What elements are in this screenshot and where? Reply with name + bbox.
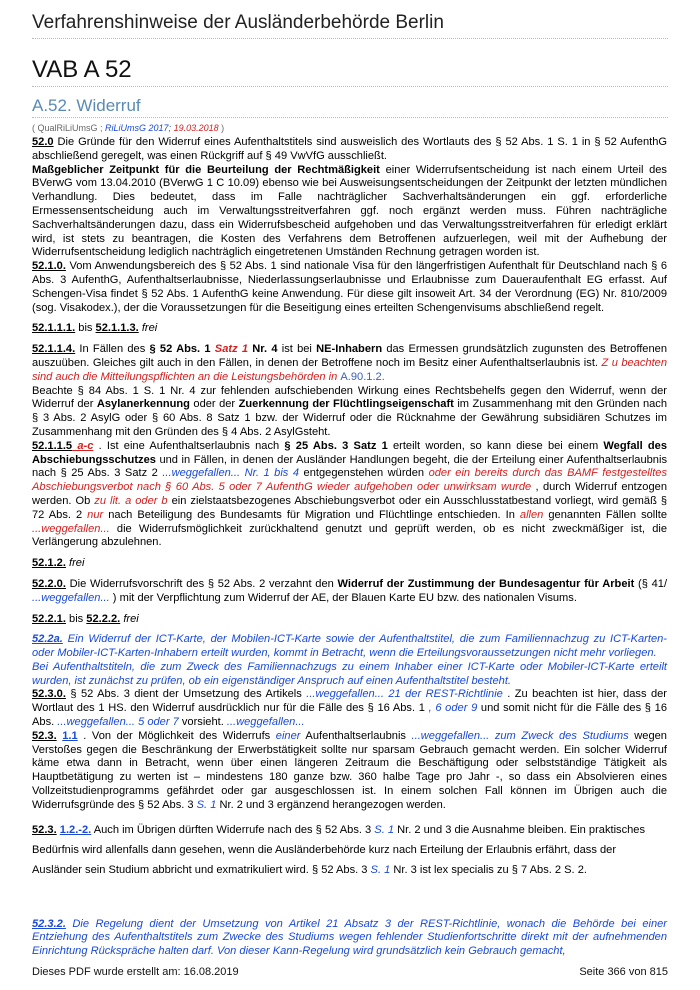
text: (§ 41/	[634, 577, 668, 590]
text: , durch Widerruf entzogen werden. Ob	[32, 481, 667, 507]
paragraph-52-3-0	[32, 688, 667, 729]
ref-52-3-b[interactable]: 52.3.	[32, 823, 57, 836]
text: frei	[120, 612, 139, 625]
text: Auch im Übrigen dürften Widerrufe nach des § 52 Abs. 3	[91, 823, 375, 836]
paragraph-52-3-2	[32, 918, 667, 959]
text: Die Regelung dient der Umsetzung von Artikel 21 Absatz 3 der REST-Richtlinie, wonach die Behörde bei einer Entziehung des Aufenthaltstitels zum Zwecke des Studiums wegen fehlender Studienfortschritte direkt mit der aufnehmenden Einrichtung Rückspräche halten darf. Von dieser Kann-Regelung wird grundsätzlich kein Gebrauch gemacht,	[32, 917, 667, 958]
text: Die Gründe für den Widerruf eines Aufenthaltstitels sind ausweislich des Wortlauts des § 52 Abs. 1 S. 1 in § 52 AufenthG abschließend geregelt, was einen Rückgriff auf § 49 VwVfG ausschließt.	[32, 136, 667, 162]
text: ...weggefallen... 21 der REST-Richtlinie	[306, 688, 503, 701]
text: Ein Widerruf der ICT-Karte, der Mobilen-ICT-Karte sowie der Aufenthaltstitel, die zum Familiennachzug zu ICT-Karten- oder Mobiler-ICT-Karten-Inhabern erteilt wurden, kommt in Betracht, wenn die Erteilungsvoraussetzungen nicht mehr vorliegen.	[32, 633, 667, 660]
text: Nr. 4	[248, 343, 278, 356]
main-content	[32, 136, 667, 959]
text: Nr. 2 und 3 die Ausnahme bleiben. Ein praktisches Bedürfnis wird allenfalls dann gesehen, wenn die Ausländerbehörde kurz nach Erteilung der Erlaubnis erfährt, dass der Ausländer sein Studium abbricht und exmatrikuliert wird. § 52 Abs. 3	[32, 823, 646, 876]
text: zu lit. a oder b	[94, 494, 168, 507]
section-divider	[32, 117, 668, 118]
text: oder ein bereits durch das BAMF festgestelltes Abschiebungsverbot nach § 60 Abs. 5 oder 7 AufenthG wieder aufgehoben oder unwirksam wurde	[32, 467, 667, 494]
text: frei	[138, 322, 158, 335]
ref-52-1-2[interactable]: 52.1.2.	[32, 557, 66, 570]
paragraph-52-1-1-4	[32, 343, 667, 384]
paragraph-beachte	[32, 385, 667, 440]
text: ...weggefallen... 5 oder 7	[57, 716, 179, 729]
text: S. 1	[370, 863, 391, 876]
paragraph-52-3-1-2	[32, 820, 667, 880]
text: Bei Aufenthaltstiteln, die zum Zweck des Familiennachzugs zu einem Inhaber einer ICT-Karte oder Mobiler-ICT-Karte erteilt wurden, ist zunächst zu prüfen, ob ein eigenständiger Anspruch auf einen Aufenthaltstitel besteht.	[32, 660, 667, 687]
text: Beachte § 84 Abs. 1 S. 1 Nr. 4 zur fehlenden aufschiebenden Wirkung eines Rechtsbehelfs gegen den Widerruf, wenn der Widerruf der	[32, 384, 667, 411]
link-a-90-1-2[interactable]: A.90.1.2.	[340, 370, 385, 383]
ref-52-3[interactable]: 52.3.	[32, 729, 57, 742]
bold-heading: Maßgeblicher Zeitpunkt für die Beurteilung der Rechtmäßigkeit	[32, 163, 380, 176]
ref-52-2-1[interactable]: 52.2.1.	[32, 612, 66, 625]
meta-date: 19.03.2018	[173, 123, 219, 133]
paragraph-52-1-2	[32, 557, 667, 571]
text: ein zielstaatsbezogenes Abschiebungsverbot oder ein Ausschlusstatbestand vorliegt, wird gemäß § 72 Abs. 2	[32, 494, 668, 521]
title-divider	[32, 86, 668, 87]
ref-52-1-1-3[interactable]: 52.1.1.3.	[95, 322, 139, 335]
text: Die Widerrufsvorschrift des § 52 Abs. 2 verzahnt den	[65, 577, 338, 590]
text: ist bei	[277, 343, 317, 356]
text: nur	[87, 508, 104, 521]
text: Nr. 2 und 3 ergänzend herangezogen werden.	[216, 798, 446, 811]
text: nach Beteiligung des Bundesamts für Migration und Flüchtlinge entschieden. In	[103, 508, 520, 521]
ref-52-3-0[interactable]: 52.3.0.	[32, 688, 66, 701]
page-title: VAB A 52	[32, 56, 132, 83]
text: Nr. 3 ist lex specialis zu § 7 Abs. 2 S. 2.	[390, 863, 587, 876]
text: das Ermessen grundsätzlich zugunsten des Betroffenen auszuüben. Gleiches gilt auch in den Fällen, in denen der Betroffene noch im Besitz einer Aufenthaltserlaubnis ist.	[32, 343, 667, 369]
footer-created: Dieses PDF wurde erstellt am: 16.08.2019	[32, 966, 239, 978]
meta-open: ( QualRiLiUmsG ;	[32, 123, 103, 133]
text: . Ist eine Aufenthaltserlaubnis nach	[93, 439, 285, 452]
text: und somit nicht für die Fälle des § 16 Abs.	[32, 702, 667, 729]
text: ...weggefallen... Nr. 1 bis 4	[162, 467, 300, 480]
text: ...weggefallen...	[32, 591, 110, 604]
text: vorsieht.	[178, 716, 227, 729]
ref-52-2a[interactable]: 52.2a.	[32, 633, 63, 646]
text: oder der	[189, 398, 239, 411]
text: bis	[75, 322, 96, 335]
text: Widerruf der Zustimmung der Bundesagentur für Arbeit	[337, 577, 635, 590]
meta-close: )	[221, 123, 225, 133]
text: § 52 Abs. 1	[149, 343, 211, 356]
ref-52-3-2[interactable]: 52.3.2.	[32, 917, 66, 930]
text: entgegenstehen würden	[299, 467, 429, 480]
ref-52-1-1-5[interactable]: 52.1.1.5	[32, 439, 73, 452]
ref-52-1-1-1[interactable]: 52.1.1.1.	[32, 322, 76, 335]
site-title: Verfahrenshinweise der Ausländerbehörde Berlin	[32, 12, 444, 33]
text: ) mit der Verpflichtung zum Widerruf der AE, der Blauen Karte EU bzw. des nationalen Visums.	[109, 591, 577, 604]
paragraph-52-1-1-5	[32, 440, 667, 550]
text: bis	[65, 612, 87, 625]
text: ...weggefallen... zum Zweck des Studiums	[411, 729, 629, 742]
text: einer	[275, 729, 301, 742]
paragraph-52-2a	[32, 633, 667, 661]
text: allen	[519, 508, 544, 521]
text: ...weggefallen...	[226, 716, 305, 729]
meta-link[interactable]: RiLiUmsG 2017;	[105, 123, 172, 133]
paragraph-ict-familiennachzug	[32, 661, 667, 689]
text: frei	[65, 557, 85, 570]
text: S. 1	[374, 823, 395, 836]
ref-52-0[interactable]: 52.0	[32, 136, 54, 148]
text: § 52 Abs. 3 dient der Umsetzung des Artikels	[65, 688, 307, 701]
text: . Zu beachten ist hier, dass der Wortlaut des 1 HS. den Widerruf ausdrücklich nur für die Fälle des § 16 Abs. 1	[32, 688, 667, 715]
section-title: A.52. Widerruf	[32, 96, 141, 115]
text: erteilt worden, so kann diese bei einem	[387, 439, 604, 452]
ref-1-1[interactable]: 1.1	[62, 729, 78, 742]
text: . Von der Möglichkeit des Widerrufs	[77, 729, 276, 742]
ref-1-2-2[interactable]: 1.2.-2.	[59, 823, 92, 836]
footer-page-number: Seite 366 von 815	[579, 966, 668, 978]
text: a-c	[72, 439, 94, 452]
text: Asylanerkennung	[96, 398, 190, 411]
text: ...weggefallen...	[32, 522, 110, 535]
text: S. 1	[196, 798, 217, 811]
text: NE-Inhabern	[316, 343, 383, 356]
text: genannten Fällen sollte	[543, 508, 667, 521]
paragraph-52-2-0	[32, 578, 667, 606]
header-divider	[32, 38, 668, 39]
text: § 25 Abs. 3 Satz 1	[284, 439, 388, 452]
text: Satz 1	[210, 343, 249, 356]
ref-52-1-1-4[interactable]: 52.1.1.4.	[32, 343, 76, 356]
text: Zuerkennung der Flüchtlingseigenschaft	[238, 398, 454, 411]
ref-52-2-0[interactable]: 52.2.0.	[32, 577, 66, 590]
text: Vom Anwendungsbereich des § 52 Abs. 1 sind nationale Visa für den längerfristigen Aufenthalt für Deutschland nach § 6 Abs. 3 AufenthG, Aufenthaltserlaubnisse, Niederlassungserlaubnisse und Erlaubnisse zum Daueraufenthalt EG erfasst. Auf Schengen-Visa findet § 52 Abs. 1 AufenthG keine Anwendung. Für diese gilt insoweit Art. 34 der Verordnung (EG) Nr. 810/2009 (sog. Visakodex.), der die Voraussetzungen für die Beseitigung eines erteilten Schengenvisums abschließend regelt.	[32, 260, 667, 314]
text: Z u beachten sind auch die Mitteilungspflichten an die Leistungsbehörden in	[32, 356, 667, 383]
text: Aufenthaltserlaubnis	[300, 729, 412, 742]
text: , 6 oder 9	[428, 702, 478, 715]
meta-line	[32, 123, 224, 133]
ref-52-2-2[interactable]: 52.2.2.	[86, 612, 121, 625]
paragraph-52-1-1-1	[32, 322, 667, 336]
text: In Fällen des	[75, 343, 150, 356]
paragraph-52-0	[32, 136, 667, 164]
paragraph-zeitpunkt	[32, 164, 667, 261]
text: im Zusammenhang mit den Gründen nach § 3 Abs. 2 AsylG oder § 60 Abs. 8 Satz 1 bzw. der Widerruf oder die Rücknahme der Gewährung subsidiären Schutzes im Zusammenhang mit den Gründen des § 4 Abs. 2 AsylGsteht.	[32, 398, 668, 438]
paragraph-52-3-1-1	[32, 730, 667, 813]
paragraph-52-1-0	[32, 260, 667, 315]
ref-52-1-0[interactable]: 52.1.0.	[32, 260, 66, 273]
paragraph-52-2-1	[32, 613, 667, 627]
text: und in Fällen, in denen der Ausländer Handlungen begeht, die der Erteilung einer Aufenthaltserlaubnis nach § 25 Abs. 3 Satz 2	[32, 453, 667, 480]
text: einer Widerrufsentscheidung ist nach einem Urteil des BVerwG vom 13.04.2010 (BVerwG 1 C 10.09) ebenso wie bei Ausweisungsentscheidungen der Zeitpunkt der letzten mündlichen Verhandlung. Dies bedeutet, dass im Falle nachträglicher Sachverhaltsänderungen ein ggf. erforderliche Ermessensentscheidung auch im Verwaltungsstreitverfahren ggf. noch ergänzt werden muss. Führen nachträgliche Sachverhaltsänderungen dazu, dass ein Widerrufsbescheid aufgehoben und das Verwaltungsstreitverfahren für erledigt erklärt wird, ist stets zu beantragen, die Kosten des Verfahrens dem Betroffenen aufzuerlegen, weil mit der Aufhebung der Widerrufsentscheidung lediglich nachträglich eingetretenen Umständen Rechnung getragen worden ist.	[32, 163, 667, 259]
text: die Widerrufsmöglichkeit zurückhaltend genutzt und geprüft werden, ob es nicht zweckmäßiger ist, die Verlängerung abzulehnen.	[32, 522, 667, 549]
text: Wegfall des Abschiebungsschutzes	[32, 439, 667, 466]
text: wegen Verstoßes gegen die Beschränkung der Erwerbstätigkeit sollte nur sparsam Gebrauch gemacht werden. Ein solcher Widerruf käme etwa dann in Betracht, wenn über einen längeren Zeitraum die Beschäftigung oder selbstständige Tätigkeit als Hauptbetätigung zu werten ist – mindestens 180 ganze bzw. 360 halbe Tage pro Jahr -, so dass ein Absolvieren eines Vollzeitstudienprogramms gefährdet oder gar ausgeschlossen ist. In einem solchen Fall können im Übrigen auch die Widerrufsgründe des § 52 Abs. 3	[32, 729, 667, 811]
